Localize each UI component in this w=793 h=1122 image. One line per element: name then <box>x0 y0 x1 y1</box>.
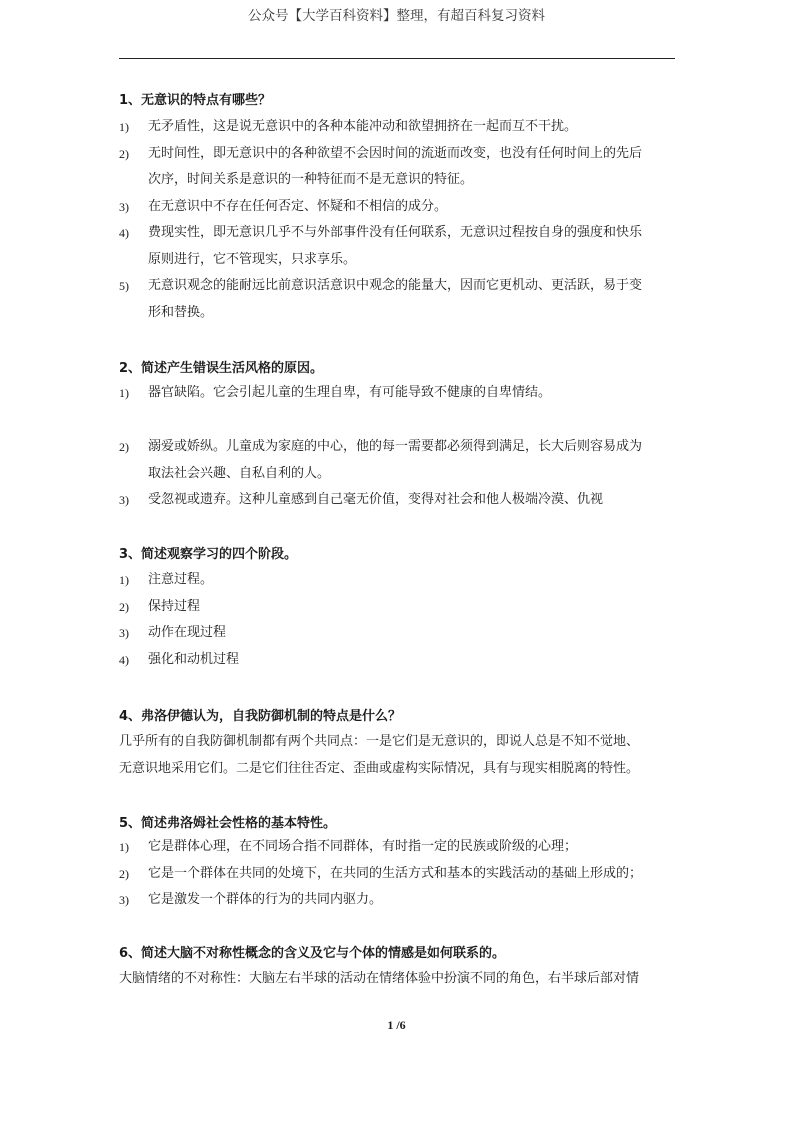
paragraph-line: 几乎所有的自我防御机制都有两个共同点：一是它们是无意识的，即说人总是不知不觉地、 <box>119 734 640 749</box>
section-3-list <box>119 567 675 673</box>
list-item <box>119 194 675 221</box>
section-2-list-a <box>119 380 675 407</box>
question-2: 2、简述产生错误生活风格的原因。 <box>119 361 324 376</box>
list-item <box>119 887 675 914</box>
item-text: 取法社会兴趣、自私自利的人。 <box>148 465 331 481</box>
page-header: 公众号【大学百科资料】整理，有超百科复习资料 <box>248 8 545 24</box>
item-text: 原则进行，它不管现实，只求享乐。 <box>148 251 357 267</box>
list-item <box>119 434 675 487</box>
section-5-list <box>119 834 675 914</box>
section-4 <box>119 705 675 724</box>
item-number: 4) <box>119 226 129 240</box>
section-3 <box>119 543 675 562</box>
item-text: 它是一个群体在共同的处境下，在共同的生活方式和基本的实践活动的基础上形成的； <box>148 865 643 881</box>
list-item <box>119 273 675 326</box>
question-6: 6、简述大脑不对称性概念的含义及它与个体的情感是如何联系的。 <box>119 946 506 961</box>
question-1: 1、无意识的特点有哪些？ <box>119 93 272 108</box>
list-item <box>119 620 675 647</box>
item-text: 动作在现过程 <box>148 625 227 640</box>
item-number: 1) <box>119 386 129 400</box>
item-number: 4) <box>119 652 129 667</box>
section-2 <box>119 357 675 376</box>
item-text: 它是群体心理，在不同场合指不同群体，有时指一定的民族或阶级的心理； <box>148 839 578 854</box>
item-number: 2) <box>119 440 129 454</box>
list-item <box>119 114 675 141</box>
paragraph-line: 无意识地采用它们。二是它们往往否定、歪曲或虚构实际情况，具有与现实相脱离的特性。 <box>119 760 640 776</box>
item-number: 1) <box>119 120 129 134</box>
item-text: 它是激发一个群体的行为的共同内驱力。 <box>148 892 383 907</box>
page-number: 1 /6 <box>387 1018 406 1032</box>
item-text: 无矛盾性，这是说无意识中的各种本能冲动和欲望拥挤在一起而互不干扰。 <box>148 119 578 134</box>
item-number: 1) <box>119 840 129 854</box>
item-number: 3) <box>119 493 129 507</box>
item-text: 溺爱或娇纵。儿童成为家庭的中心，他的每一需要都必须得到满足，长大后则容易成为 <box>148 439 643 454</box>
item-text: 无时间性，即无意识中的各种欲望不会因时间的流逝而改变，也没有任何时间上的先后 <box>148 145 643 161</box>
item-text: 强化和动机过程 <box>148 651 240 667</box>
section-1 <box>119 89 675 108</box>
list-item <box>119 380 675 407</box>
item-text: 次序，时间关系是意识的一种特征而不是无意识的特征。 <box>148 172 474 187</box>
section-4-paragraph <box>119 729 675 782</box>
item-text: 形和替换。 <box>148 304 214 320</box>
item-number: 2) <box>119 866 129 881</box>
list-item <box>119 487 675 514</box>
section-6 <box>119 942 675 961</box>
list-item <box>119 220 675 273</box>
list-item <box>119 834 675 861</box>
list-item <box>119 861 675 888</box>
list-item <box>119 594 675 621</box>
item-number: 1) <box>119 573 129 587</box>
header-rule <box>119 58 675 59</box>
question-5: 5、简述弗洛姆社会性格的基本特性。 <box>119 816 337 831</box>
item-number: 3) <box>119 893 129 907</box>
list-item <box>119 567 675 594</box>
paragraph-line: 大脑情绪的不对称性：大脑左右半球的活动在情绪体验中扮演不同的角色，右半球后部对情 <box>119 971 640 986</box>
list-item <box>119 141 675 194</box>
item-number: 3) <box>119 199 129 214</box>
question-3: 3、简述观察学习的四个阶段。 <box>119 547 298 562</box>
item-text: 注意过程。 <box>148 572 214 587</box>
item-number: 2) <box>119 599 129 614</box>
list-item <box>119 647 675 674</box>
item-number: 3) <box>119 626 129 640</box>
item-text: 保持过程 <box>148 598 201 614</box>
section-5 <box>119 812 675 831</box>
item-text: 无意识观念的能耐远比前意识活意识中观念的能量大，因而它更机动、更活跃，易于变 <box>148 278 643 293</box>
item-number: 5) <box>119 279 129 293</box>
item-number: 2) <box>119 146 129 161</box>
item-text: 费现实性，即无意识几乎不与外部事件没有任何联系，无意识过程按自身的强度和快乐 <box>148 225 643 240</box>
item-text: 受忽视或遗弃。这种儿童感到自己毫无价值，变得对社会和他人极端冷漠、仇视 <box>148 492 604 507</box>
item-text: 在无意识中不存在任何否定、怀疑和不相信的成分。 <box>148 198 448 214</box>
question-4: 4、弗洛伊德认为，自我防御机制的特点是什么？ <box>119 709 402 724</box>
section-1-list <box>119 114 675 326</box>
item-text: 器官缺陷。它会引起儿童的生理自卑，有可能导致不健康的自卑情结。 <box>148 385 552 400</box>
section-6-paragraph <box>119 966 675 993</box>
section-2-list-b <box>119 434 675 514</box>
